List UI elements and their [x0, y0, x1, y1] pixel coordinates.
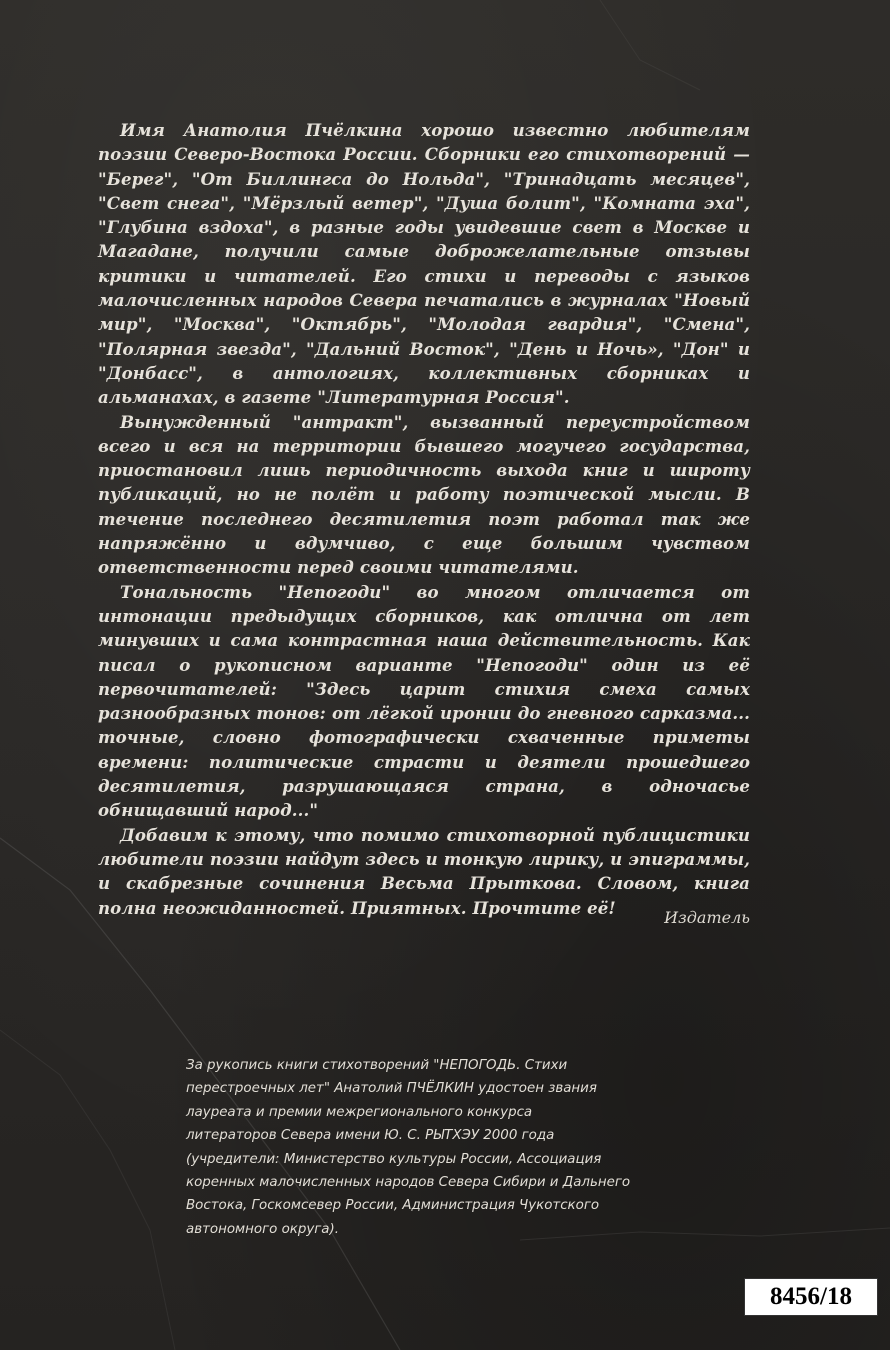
award-note-line: Востока, Госкомсевер России, Администрация Чукотского: [186, 1198, 600, 1214]
blurb-paragraph-1: Имя Анатолия Пчёлкина хорошо известно любителям поэзии Северо-Востока России. Сборники его стихотворений — "Берег", "От Биллингса до Нольда", "Тринадцать месяцев", "Свет снега", "Мёрзлый ветер", "Душа болит", "Комната эха", "Глубина вздоха", в разные годы увидевшие свет в Москве и Магадане, получили самые доброжелательные отзывы критики и читателей. Его стихи и переводы с языков малочисленных народов Севера печатались в журналах "Новый мир", "Москва", "Октябрь", "Молодая гвардия", "Смена", "Полярная звезда", "Дальний Восток", "День и Ночь», "Дон" и "Донбасс", в антологиях, коллективных сборниках и альманахах, в газете "Литературная Россия".: [98, 120, 750, 408]
blurb-text: [98, 118, 750, 920]
award-note: [186, 1054, 666, 1241]
blurb-paragraph-4: Добавим к этому, что помимо стихотворной публицистики любители поэзии найдут здесь и тонкую лирику, и эпиграммы, и скабрезные сочинения Весьма Прыткова. Словом, книга полна неожиданностей. Приятных. Прочтите её!: [98, 824, 750, 918]
blurb-paragraph-3: Тональность "Непогоди" во многом отличается от интонации предыдущих сборников, как отлична от лет минувших и сама контрастная наша действительность. Как писал о рукописном варианте "Непогоди" один из её первочитателей: "Здесь царит стихия смеха самых разнообразных тонов: от лёгкой иронии до гневного сарказма... точные, словно фотографически схваченные приметы времени: политические страсти и деятели прошедшего десятилетия, разрушающаяся страна, в одночасье обнищавший народ...": [98, 581, 750, 821]
blurb-paragraph-2: Вынужденный "антракт", вызванный переустройством всего и вся на территории бывшего могучего государства, приостановил лишь периодичность выхода книг и широту публикаций, но не полёт и работу поэтической мысли. В течение последнего десятилетия поэт работал так же напряжённо и вдумчиво, с еще большим чувством ответственности перед своими читателями.: [98, 411, 750, 578]
award-note-line: литераторов Севера имени Ю. С. РЫТХЭУ 2000 года: [186, 1128, 555, 1144]
award-note-line: автономного округа).: [186, 1221, 339, 1237]
award-note-line: коренных малочисленных народов Севера Сибири и Дальнего: [186, 1175, 631, 1191]
publisher-signature: Издатель: [664, 908, 750, 927]
award-note-line: лауреата и премии межрегионального конкурса: [186, 1104, 533, 1120]
award-note-line: перестроечных лет" Анатолий ПЧЁЛКИН удостоен звания: [186, 1081, 597, 1097]
library-stamp: 8456/18: [744, 1278, 878, 1316]
award-note-line: За рукопись книги стихотворений "НЕПОГОДЬ. Стихи: [186, 1058, 568, 1073]
award-note-line: (учредители: Министерство культуры России, Ассоциация: [186, 1151, 602, 1167]
